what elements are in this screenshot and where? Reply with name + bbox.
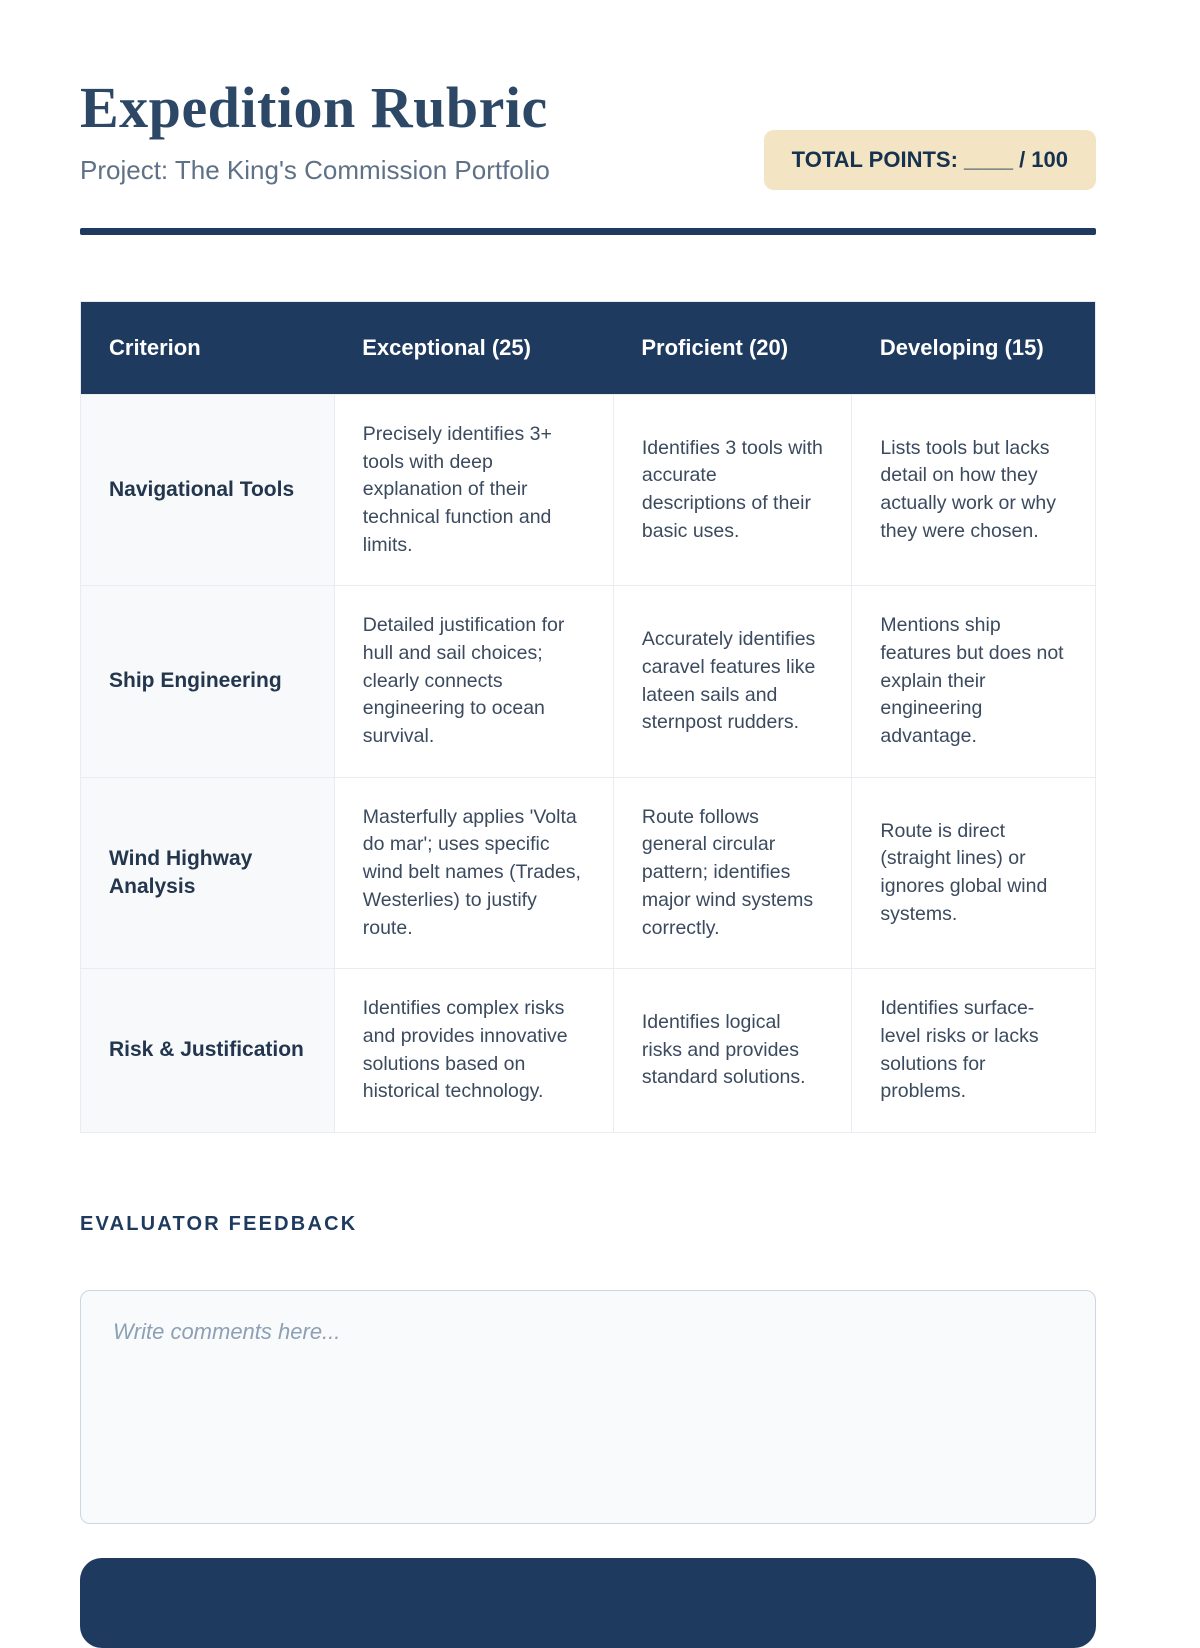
level-cell-developing: Lists tools but lacks detail on how they actually work or why they were chosen. (852, 394, 1096, 585)
title-block (80, 75, 550, 186)
column-header-developing: Developing (15) (852, 301, 1096, 394)
column-header-exceptional: Exceptional (25) (334, 301, 613, 394)
header-divider (80, 228, 1096, 235)
level-cell-proficient: Identifies 3 tools with accurate descriptions of their basic uses. (613, 394, 852, 585)
level-cell-proficient: Accurately identifies caravel features like lateen sails and sternpost rudders. (613, 586, 852, 777)
page-subtitle: Project: The King's Commission Portfolio (80, 154, 550, 185)
level-cell-proficient: Identifies logical risks and provides standard solutions. (613, 969, 852, 1133)
criterion-cell: Wind Highway Analysis (81, 777, 335, 968)
level-cell-exceptional: Identifies complex risks and provides innovative solutions based on historical technology. (334, 969, 613, 1133)
criterion-cell: Navigational Tools (81, 394, 335, 585)
total-points-badge: TOTAL POINTS: ____ / 100 (764, 130, 1096, 190)
level-cell-developing: Route is direct (straight lines) or ignores global wind systems. (852, 777, 1096, 968)
footer-bar (80, 1558, 1096, 1648)
level-cell-developing: Identifies surface-level risks or lacks solutions for problems. (852, 969, 1096, 1133)
level-cell-exceptional: Precisely identifies 3+ tools with deep explanation of their technical function and limits. (334, 394, 613, 585)
page-header (80, 75, 1096, 186)
level-cell-exceptional: Detailed justification for hull and sail choices; clearly connects engineering to ocean survival. (334, 586, 613, 777)
feedback-textarea[interactable] (80, 1290, 1096, 1524)
level-cell-exceptional: Masterfully applies 'Volta do mar'; uses specific wind belt names (Trades, Westerlies) to justify route. (334, 777, 613, 968)
table-row (81, 777, 1096, 968)
column-header-proficient: Proficient (20) (613, 301, 852, 394)
level-cell-proficient: Route follows general circular pattern; identifies major wind systems correctly. (613, 777, 852, 968)
criterion-cell: Risk & Justification (81, 969, 335, 1133)
criterion-cell: Ship Engineering (81, 586, 335, 777)
page-title: Expedition Rubric (80, 75, 548, 140)
table-row (81, 394, 1096, 585)
level-cell-developing: Mentions ship features but does not explain their engineering advantage. (852, 586, 1096, 777)
table-row (81, 969, 1096, 1133)
column-header-criterion: Criterion (81, 301, 335, 394)
table-header-row (81, 301, 1096, 394)
evaluator-feedback-heading: EVALUATOR FEEDBACK (80, 1212, 358, 1235)
table-row (81, 586, 1096, 777)
rubric-table (80, 301, 1096, 1133)
